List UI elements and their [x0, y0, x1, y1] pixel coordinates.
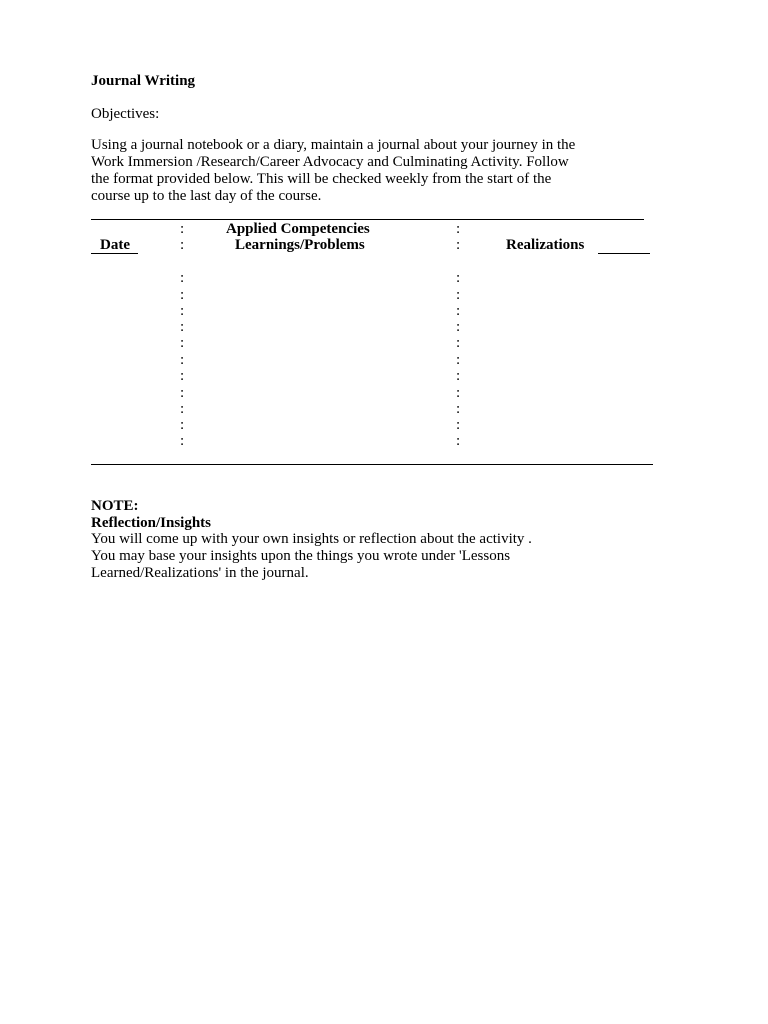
column-separator: :: [180, 401, 185, 417]
intro-line: Work Immersion /Research/Career Advocacy and Culminating Activity. Follow: [91, 154, 569, 170]
intro-line: course up to the last day of the course.: [91, 188, 322, 204]
note-line: Learned/Realizations' in the journal.: [91, 565, 309, 581]
table-bottom-rule: [91, 464, 653, 465]
column-separator: :: [180, 433, 185, 449]
column-separator: :: [180, 417, 185, 433]
header-learnings-problems: Learnings/Problems: [235, 237, 365, 253]
header-applied-competencies: Applied Competencies: [226, 221, 370, 237]
document-title: Journal Writing: [91, 73, 196, 89]
column-separator: :: [180, 352, 185, 368]
column-separator: :: [456, 303, 461, 319]
column-separator: :: [180, 270, 185, 286]
objectives-label: Objectives:: [91, 106, 160, 122]
table-top-rule: [91, 219, 644, 220]
column-separator: :: [180, 385, 185, 401]
note-heading: Reflection/Insights: [91, 515, 211, 531]
intro-paragraph: [91, 137, 691, 205]
column-separator: :: [180, 368, 185, 384]
column-separator: :: [456, 385, 461, 401]
column-separator: :: [180, 237, 185, 253]
column-separator: :: [456, 237, 461, 253]
column-separator: :: [180, 287, 185, 303]
column-separator: :: [456, 221, 461, 237]
note-label: NOTE:: [91, 498, 139, 514]
note-paragraph: [91, 531, 691, 582]
column-separator: :: [456, 401, 461, 417]
column-separator: :: [180, 335, 185, 351]
column-separator: :: [456, 433, 461, 449]
column-separator: :: [456, 319, 461, 335]
column-separator: :: [456, 352, 461, 368]
column-separator: :: [456, 368, 461, 384]
intro-line: the format provided below. This will be checked weekly from the start of the: [91, 171, 552, 187]
column-separator: :: [180, 319, 185, 335]
column-separator: :: [456, 270, 461, 286]
header-realizations-underline: [598, 253, 650, 254]
note-line: You will come up with your own insights or reflection about the activity .: [91, 531, 532, 547]
column-separator: :: [180, 303, 185, 319]
column-separator: :: [456, 417, 461, 433]
column-separator: :: [456, 335, 461, 351]
column-separator: :: [180, 221, 185, 237]
note-line: You may base your insights upon the things you wrote under 'Lessons: [91, 548, 511, 564]
header-date: Date: [100, 237, 130, 253]
column-separator: :: [456, 287, 461, 303]
header-realizations: Realizations: [506, 237, 585, 253]
intro-line: Using a journal notebook or a diary, maintain a journal about your journey in the: [91, 137, 576, 153]
header-date-underline: [91, 253, 138, 254]
